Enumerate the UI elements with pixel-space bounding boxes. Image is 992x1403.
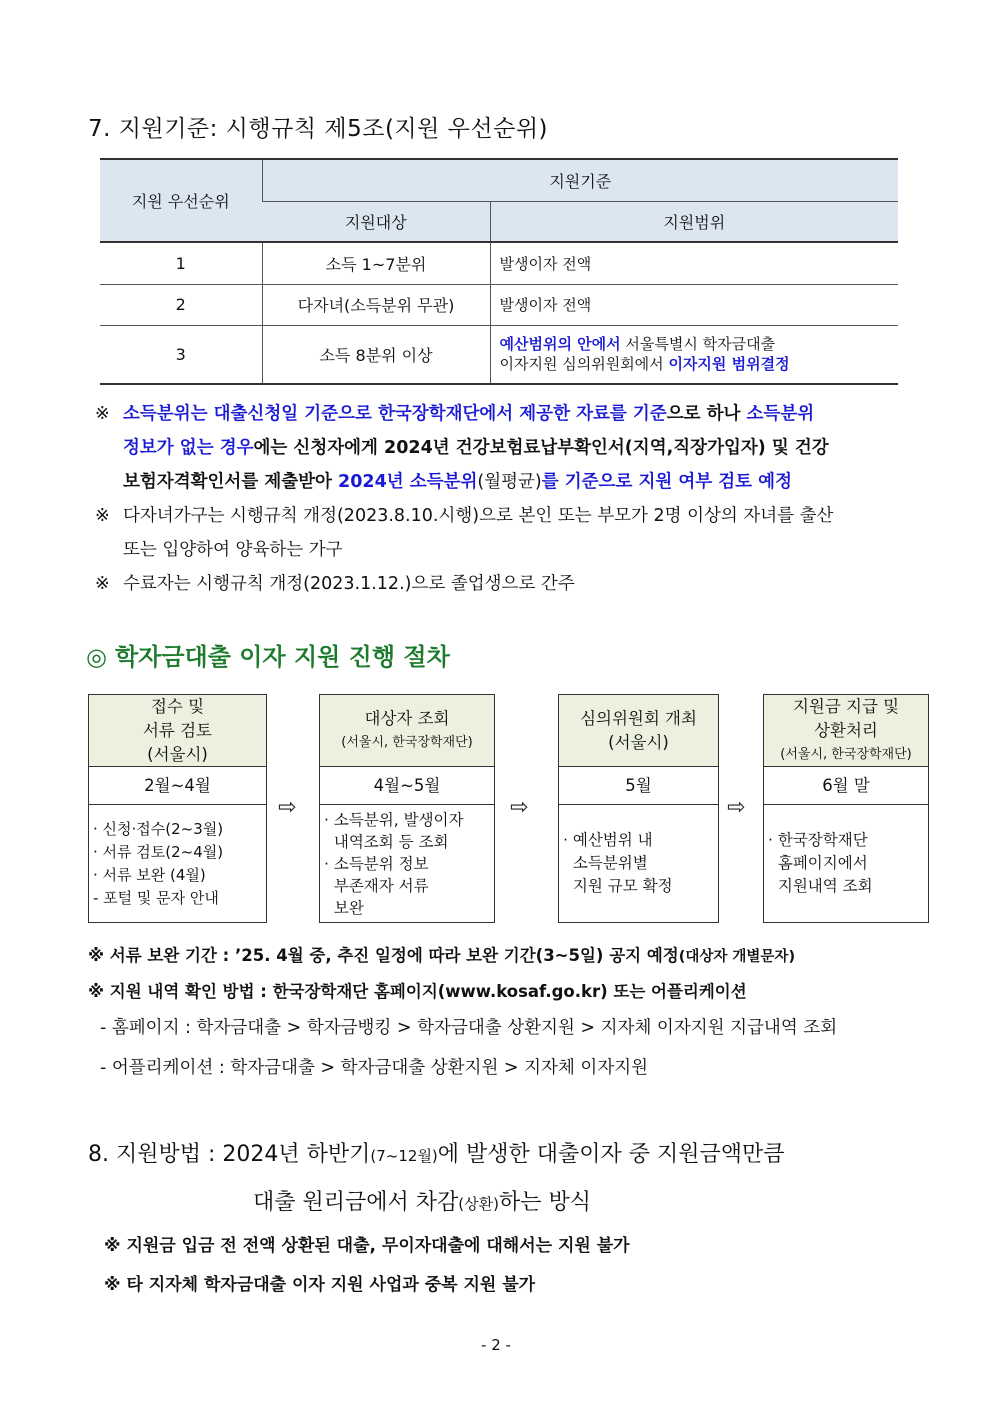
table-row <box>100 284 898 325</box>
process-step-2 <box>319 694 495 923</box>
step-body-line: · 서류 보완 (4월) <box>93 865 206 884</box>
step-month: 6월 말 <box>764 767 928 805</box>
priority-cell: 3 <box>100 325 262 384</box>
step-body <box>559 805 718 922</box>
note-text: 으로 하나 <box>666 404 747 424</box>
step-body-line: 부존재자 서류 <box>324 876 429 895</box>
step-body-line: · 소득분위 정보 <box>324 854 429 873</box>
step-body-line: · 신청·접수(2~3월) <box>93 819 224 838</box>
step-header-line: (서울시, 한국장학재단) <box>780 746 912 762</box>
multi-child-note: 또는 입양하여 양육하는 가구 <box>123 540 343 560</box>
priority-cell: 2 <box>100 284 262 325</box>
process-step-1 <box>88 694 267 923</box>
note-highlight: 소득분위는 대출신청일 기준으로 한국장학재단에서 제공한 자료를 기준 <box>123 404 667 424</box>
note-text: 에는 신청자에게 2024년 건강보험료납부확인서(지역,직장가입자) 및 건강 <box>253 438 829 458</box>
step-body-line: - 포털 및 문자 안내 <box>93 888 219 907</box>
step-header <box>320 695 494 767</box>
prepaid-loan-note: ※ 지원금 입금 전 전액 상환된 대출, 무이자대출에 대해서는 지원 불가 <box>104 1236 630 1256</box>
check-method-note: ※ 지원 내역 확인 방법 : 한국장학재단 홈페이지(www.kosaf.go.kr) 또는 어플리케이션 <box>88 982 747 1001</box>
note-highlight: 2024년 소득분위 <box>338 472 478 492</box>
step-header-line: (서울시) <box>147 744 208 764</box>
process-title-text: 학자금대출 이자 지원 진행 절차 <box>114 643 450 671</box>
note-highlight: 를 기준으로 지원 여부 검토 예정 <box>541 472 792 492</box>
app-path: - 어플리케이션 : 학자금대출 > 학자금대출 상환지원 > 지자체 이자지원 <box>100 1058 649 1078</box>
scope-text: 이자지원 심의위원회에서 <box>499 355 669 374</box>
scope-cell: 발생이자 전액 <box>490 242 898 284</box>
scope-highlight: 이자지원 범위결정 <box>668 355 790 374</box>
step-header-line: 서류 검토 <box>142 720 212 740</box>
completion-note: 수료자는 시행규칙 개정(2023.1.12.)으로 졸업생으로 간주 <box>123 574 575 594</box>
step-header-line: 접수 및 <box>150 696 205 716</box>
reference-mark: ※ <box>95 506 110 526</box>
step-body-line: · 소득분위, 발생이자 <box>324 810 464 829</box>
note-text: (월평균) <box>477 472 542 492</box>
scope-text: 서울특별시 학자금대출 <box>620 335 776 354</box>
target-cell: 소득 1~7분위 <box>262 242 490 284</box>
step-body <box>320 805 494 922</box>
step-header <box>559 695 718 767</box>
step-header-line: 대상자 조회 <box>364 708 450 728</box>
step-body-line: 내역조회 등 조회 <box>324 832 449 851</box>
note-highlight: 정보가 없는 경우 <box>123 438 254 458</box>
multi-child-note: 다자녀가구는 시행규칙 개정(2023.8.10.시행)으로 본인 또는 부모가 2명 이상의 자녀를 출산 <box>123 506 834 526</box>
header-target: 지원대상 <box>262 201 490 242</box>
step-header-line: 상환처리 <box>814 720 878 740</box>
step-month: 4월~5월 <box>320 767 494 805</box>
homepage-path: - 홈페이지 : 학자금대출 > 학자금뱅킹 > 학자금대출 상환지원 > 지자체 이자지원 지급내역 조회 <box>100 1018 838 1038</box>
step-header <box>89 695 266 767</box>
step-header <box>764 695 928 767</box>
support-criteria-table <box>100 158 898 385</box>
scope-cell: 발생이자 전액 <box>490 284 898 325</box>
header-priority: 지원 우선순위 <box>100 159 262 242</box>
table-row <box>100 325 898 384</box>
section-7-title: 7. 지원기준: 시행규칙 제5조(지원 우선순위) <box>88 116 549 142</box>
section-8-text: 대출 원리금에서 차감 <box>253 1190 459 1215</box>
target-cell: 다자녀(소득분위 무관) <box>262 284 490 325</box>
step-body-line: 지원 규모 확정 <box>563 877 673 895</box>
process-step-3 <box>558 694 719 923</box>
target-cell: 소득 8분위 이상 <box>262 325 490 384</box>
section-8-line-1 <box>88 1137 785 1168</box>
arrow-right-icon: ⇨ <box>278 795 297 820</box>
header-scope: 지원범위 <box>490 201 898 242</box>
step-body-line: 보완 <box>324 898 364 917</box>
step-body-line: 홈페이지에서 <box>768 854 868 872</box>
step-header-line: 지원금 지급 및 <box>792 696 900 716</box>
step-header-line: (서울시, 한국장학재단) <box>341 734 473 750</box>
arrow-right-icon: ⇨ <box>727 795 746 820</box>
step-month: 2월~4월 <box>89 767 266 805</box>
header-criteria: 지원기준 <box>262 159 898 201</box>
process-step-4 <box>763 694 929 923</box>
step-month: 5월 <box>559 767 718 805</box>
page-number: - 2 - <box>481 1336 511 1354</box>
step-body-line: · 예산범위 내 <box>563 831 653 849</box>
note-text: (대상자 개별문자) <box>678 949 796 965</box>
step-body <box>89 805 266 922</box>
section-8-text: 하는 방식 <box>498 1190 591 1215</box>
process-title <box>86 637 450 672</box>
double-circle-icon: ◎ <box>86 643 107 671</box>
income-note <box>95 397 833 601</box>
section-8-text: (상환) <box>458 1195 499 1213</box>
step-body-line: 지원내역 조회 <box>768 877 873 895</box>
table-row <box>100 242 898 284</box>
reference-mark: ※ <box>95 574 110 594</box>
scope-cell <box>490 325 898 384</box>
step-header-line: 심의위원회 개최 <box>580 708 697 728</box>
section-8-text: (7~12월) <box>370 1147 438 1165</box>
section-8-text: 에 발생한 대출이자 중 지원금액만큼 <box>437 1142 785 1167</box>
arrow-right-icon: ⇨ <box>510 795 529 820</box>
duplicate-support-note: ※ 타 지자체 학자금대출 이자 지원 사업과 중복 지원 불가 <box>104 1275 536 1295</box>
step-body-line: · 한국장학재단 <box>768 831 868 849</box>
step-body <box>764 805 928 922</box>
section-8-text: 8. 지원방법 : 2024년 하반기 <box>88 1142 371 1167</box>
reference-mark: ※ <box>95 404 110 424</box>
note-highlight: 소득분위 <box>746 404 815 424</box>
note-text: ※ 서류 보완 기간 : ’25. 4월 중, 추진 일정에 따라 보완 기간(3~5일) 공지 예정 <box>88 946 679 965</box>
supplement-period-note <box>88 944 795 969</box>
note-text: 보험자격확인서를 제출받아 <box>123 472 339 492</box>
step-body-line: 소득분위별 <box>563 854 648 872</box>
step-body-line: · 서류 검토(2~4월) <box>93 842 224 861</box>
priority-cell: 1 <box>100 242 262 284</box>
scope-highlight: 예산범위의 안에서 <box>499 335 621 354</box>
section-8-line-2 <box>253 1185 591 1216</box>
step-header-line: (서울시) <box>608 732 669 752</box>
